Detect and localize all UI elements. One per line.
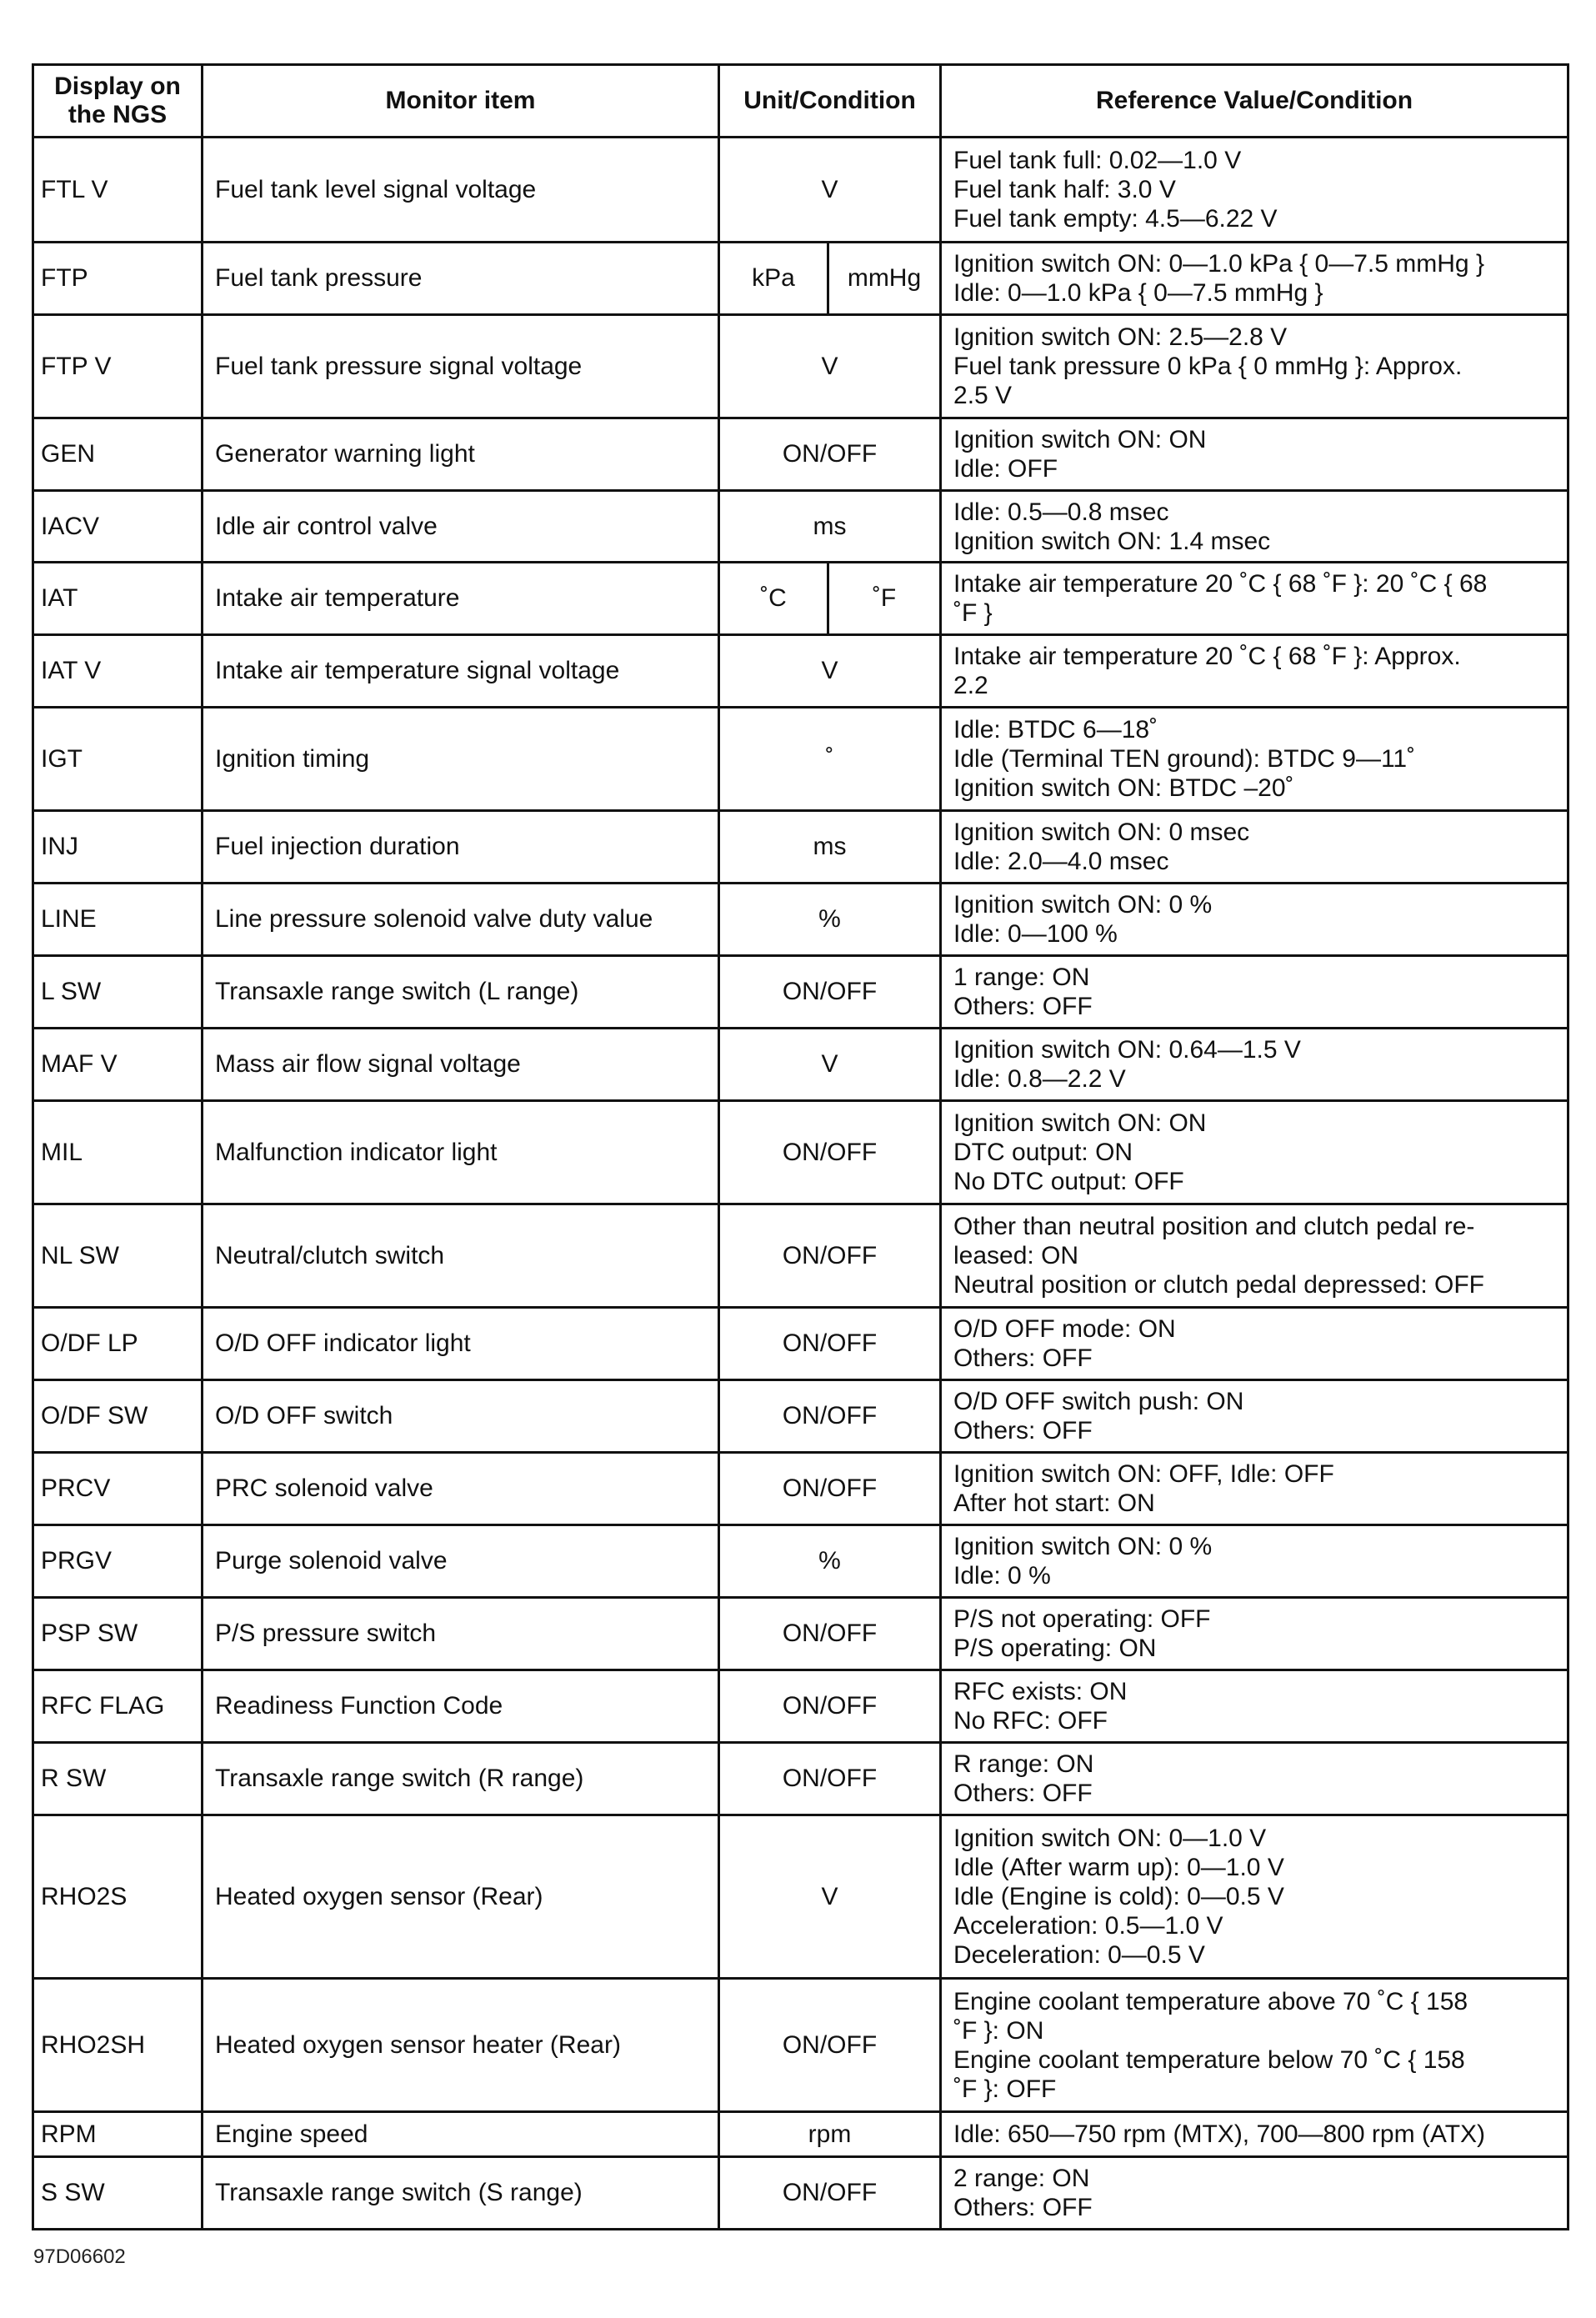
reference-line: Idle (Terminal TEN ground): BTDC 9—11˚ [953, 745, 1416, 773]
unit-condition-cell: rpm [719, 2112, 941, 2157]
reference-value-cell [941, 1204, 1568, 1308]
table-row [33, 1979, 1568, 2112]
reference-line: 2.5 V [953, 382, 1013, 409]
unit-secondary-cell: mmHg [828, 243, 941, 315]
reference-line: Intake air temperature 20 ˚C { 68 ˚F }: Approx. [953, 643, 1461, 670]
table-row [33, 2112, 1568, 2157]
reference-line: Idle: OFF [953, 455, 1058, 483]
unit-condition-cell: V [719, 1029, 941, 1101]
unit-condition-cell: % [719, 884, 941, 956]
unit-condition-cell: ON/OFF [719, 418, 941, 491]
monitor-item-cell: Fuel tank pressure signal voltage [203, 315, 719, 418]
reference-line: Others: OFF [953, 1417, 1093, 1444]
monitor-table-sheet [32, 63, 1567, 2230]
monitor-item-cell: Purge solenoid valve [203, 1525, 719, 1598]
reference-line: Fuel tank half: 3.0 V [953, 176, 1176, 203]
table-row [33, 708, 1568, 811]
reference-line: Idle: 0.5—0.8 msec [953, 498, 1169, 526]
table-row [33, 315, 1568, 418]
reference-line: Engine coolant temperature above 70 ˚C { 158 [953, 1987, 1468, 2015]
reference-line: Others: OFF [953, 1780, 1093, 1807]
reference-line: Ignition switch ON: 0 % [953, 1533, 1213, 1560]
reference-value-cell [941, 1670, 1568, 1743]
reference-line: 2.2 [953, 672, 988, 699]
unit-condition-cell: V [719, 138, 941, 243]
monitor-item-cell: Mass air flow signal voltage [203, 1029, 719, 1101]
monitor-item-cell: Neutral/clutch switch [203, 1204, 719, 1308]
ngs-display-cell: IAT [33, 563, 203, 635]
table-row [33, 1670, 1568, 1743]
unit-condition-cell: ON/OFF [719, 1743, 941, 1815]
reference-line: Fuel tank pressure 0 kPa { 0 mmHg }: Approx. [953, 353, 1463, 380]
ngs-display-cell: LINE [33, 884, 203, 956]
header-reference-value: Reference Value/Condition [941, 65, 1568, 138]
reference-line: Ignition switch ON: 1.4 msec [953, 527, 1271, 555]
header-monitor-item: Monitor item [203, 65, 719, 138]
header-row [33, 65, 1568, 138]
table-row [33, 1453, 1568, 1525]
reference-value-cell [941, 1815, 1568, 1979]
reference-line: Ignition switch ON: 0—1.0 V [953, 1825, 1267, 1852]
reference-line: 2 range: ON [953, 2165, 1090, 2192]
table-row [33, 1029, 1568, 1101]
reference-line: R range: ON [953, 1750, 1094, 1778]
reference-line: P/S not operating: OFF [953, 1605, 1211, 1633]
ngs-display-cell: FTL V [33, 138, 203, 243]
ngs-display-cell: RHO2S [33, 1815, 203, 1979]
header-display-on-ngs: Display on the NGS [33, 65, 203, 138]
reference-value-cell [941, 2157, 1568, 2230]
table-row [33, 138, 1568, 243]
reference-line: Idle: 0—1.0 kPa { 0—7.5 mmHg } [953, 279, 1323, 307]
reference-value-cell [941, 315, 1568, 418]
reference-line: Ignition switch ON: ON [953, 426, 1207, 453]
ngs-display-cell: FTP [33, 243, 203, 315]
monitor-item-cell: Intake air temperature signal voltage [203, 635, 719, 708]
reference-line: Idle: 0 % [953, 1562, 1051, 1590]
unit-condition-cell: V [719, 315, 941, 418]
reference-value-cell [941, 1101, 1568, 1204]
unit-condition-cell: ON/OFF [719, 1380, 941, 1453]
reference-value-cell [941, 1453, 1568, 1525]
reference-line: Idle: BTDC 6—18˚ [953, 716, 1158, 743]
unit-condition-cell: ON/OFF [719, 1979, 941, 2112]
unit-condition-cell: ON/OFF [719, 1453, 941, 1525]
reference-value-cell [941, 138, 1568, 243]
unit-secondary-cell: ˚F [828, 563, 941, 635]
reference-line: Ignition switch ON: BTDC –20˚ [953, 774, 1294, 802]
monitor-item-cell: Fuel injection duration [203, 811, 719, 884]
reference-line: Fuel tank empty: 4.5—6.22 V [953, 205, 1278, 233]
table-row [33, 635, 1568, 708]
reference-line: P/S operating: ON [953, 1635, 1157, 1662]
table-body [33, 138, 1568, 2230]
reference-line: RFC exists: ON [953, 1678, 1128, 1705]
monitor-item-cell: Transaxle range switch (R range) [203, 1743, 719, 1815]
reference-line: ˚F } [953, 599, 993, 627]
ngs-display-cell: RFC FLAG [33, 1670, 203, 1743]
ngs-display-cell: NL SW [33, 1204, 203, 1308]
monitor-item-cell: Heated oxygen sensor (Rear) [203, 1815, 719, 1979]
reference-value-cell [941, 2112, 1568, 2157]
monitor-item-cell: Generator warning light [203, 418, 719, 491]
reference-value-cell [941, 811, 1568, 884]
unit-primary-cell: kPa [719, 243, 828, 315]
table-row [33, 1815, 1568, 1979]
table-row [33, 2157, 1568, 2230]
ngs-display-cell: INJ [33, 811, 203, 884]
unit-condition-cell: ON/OFF [719, 956, 941, 1029]
ngs-display-cell: PSP SW [33, 1598, 203, 1670]
reference-value-cell [941, 243, 1568, 315]
table-row [33, 1308, 1568, 1380]
monitor-item-cell: P/S pressure switch [203, 1598, 719, 1670]
table-row [33, 243, 1568, 315]
reference-line: 1 range: ON [953, 964, 1090, 991]
table-row [33, 1204, 1568, 1308]
reference-line: No RFC: OFF [953, 1707, 1108, 1735]
monitor-item-cell: Ignition timing [203, 708, 719, 811]
reference-line: Idle: 650—750 rpm (MTX), 700—800 rpm (ATX) [953, 2120, 1486, 2148]
ngs-display-cell: PRCV [33, 1453, 203, 1525]
reference-line: Others: OFF [953, 993, 1093, 1020]
unit-condition-cell: ON/OFF [719, 1598, 941, 1670]
reference-value-cell [941, 1979, 1568, 2112]
reference-line: Idle: 0—100 % [953, 920, 1118, 948]
unit-condition-cell: % [719, 1525, 941, 1598]
reference-line: O/D OFF switch push: ON [953, 1388, 1244, 1415]
reference-line: ˚F }: OFF [953, 2075, 1057, 2103]
table-row [33, 491, 1568, 563]
monitor-item-cell: O/D OFF switch [203, 1380, 719, 1453]
table-row [33, 1598, 1568, 1670]
reference-line: Deceleration: 0—0.5 V [953, 1941, 1205, 1969]
reference-line: Other than neutral position and clutch pedal re- [953, 1213, 1475, 1240]
table-row [33, 1380, 1568, 1453]
monitor-item-cell: O/D OFF indicator light [203, 1308, 719, 1380]
ngs-display-cell: L SW [33, 956, 203, 1029]
unit-primary-cell: ˚C [719, 563, 828, 635]
ngs-display-cell: IACV [33, 491, 203, 563]
table-row [33, 418, 1568, 491]
reference-line: Idle (Engine is cold): 0—0.5 V [953, 1883, 1284, 1910]
reference-line: Ignition switch ON: 0 msec [953, 819, 1250, 846]
ngs-display-cell: S SW [33, 2157, 203, 2230]
unit-condition-cell: V [719, 635, 941, 708]
reference-line: No DTC output: OFF [953, 1168, 1184, 1195]
reference-line: Ignition switch ON: 0 % [953, 891, 1213, 919]
reference-line: Acceleration: 0.5—1.0 V [953, 1912, 1223, 1940]
ngs-display-cell: RPM [33, 2112, 203, 2157]
unit-condition-cell: ms [719, 491, 941, 563]
unit-condition-cell: ˚ [719, 708, 941, 811]
reference-line: Idle: 2.0—4.0 msec [953, 848, 1169, 875]
monitor-item-cell: Line pressure solenoid valve duty value [203, 884, 719, 956]
monitor-item-cell: PRC solenoid valve [203, 1453, 719, 1525]
monitor-item-cell: Engine speed [203, 2112, 719, 2157]
unit-condition-cell: ON/OFF [719, 1308, 941, 1380]
table-row [33, 1743, 1568, 1815]
monitor-item-cell: Fuel tank pressure [203, 243, 719, 315]
reference-line: Neutral position or clutch pedal depressed: OFF [953, 1271, 1485, 1299]
monitor-item-cell: Transaxle range switch (S range) [203, 2157, 719, 2230]
reference-line: Ignition switch ON: ON [953, 1109, 1207, 1137]
ngs-display-cell: MAF V [33, 1029, 203, 1101]
ngs-display-cell: PRGV [33, 1525, 203, 1598]
table-row [33, 811, 1568, 884]
reference-value-cell [941, 563, 1568, 635]
reference-line: ˚F }: ON [953, 2016, 1044, 2045]
ngs-display-cell: FTP V [33, 315, 203, 418]
header-unit-condition: Unit/Condition [719, 65, 941, 138]
reference-line: O/D OFF mode: ON [953, 1315, 1176, 1343]
reference-line: DTC output: ON [953, 1139, 1133, 1166]
pid-monitor-table [32, 63, 1569, 2230]
ngs-display-cell: GEN [33, 418, 203, 491]
ngs-display-cell: O/DF LP [33, 1308, 203, 1380]
reference-value-cell [941, 1029, 1568, 1101]
reference-line: leased: ON [953, 1242, 1079, 1269]
table-row [33, 884, 1568, 956]
reference-line: Ignition switch ON: 0.64—1.5 V [953, 1036, 1301, 1064]
reference-line: Ignition switch ON: 0—1.0 kPa { 0—7.5 mmHg } [953, 250, 1484, 278]
ngs-display-cell: MIL [33, 1101, 203, 1204]
monitor-item-cell: Fuel tank level signal voltage [203, 138, 719, 243]
ngs-display-cell: IGT [33, 708, 203, 811]
reference-value-cell [941, 1380, 1568, 1453]
reference-value-cell [941, 708, 1568, 811]
unit-condition-cell: ON/OFF [719, 1204, 941, 1308]
reference-line: Fuel tank full: 0.02—1.0 V [953, 147, 1242, 174]
figure-code: 97D06602 [33, 2245, 126, 2268]
reference-line: Intake air temperature 20 ˚C { 68 ˚F }: 20 ˚C { 68 [953, 570, 1488, 598]
table-row [33, 956, 1568, 1029]
unit-condition-cell: ms [719, 811, 941, 884]
reference-value-cell [941, 884, 1568, 956]
table-row [33, 563, 1568, 635]
monitor-item-cell: Intake air temperature [203, 563, 719, 635]
reference-line: Idle: 0.8—2.2 V [953, 1065, 1126, 1093]
reference-value-cell [941, 635, 1568, 708]
reference-line: Others: OFF [953, 1344, 1093, 1372]
reference-line: Idle (After warm up): 0—1.0 V [953, 1854, 1284, 1881]
ngs-display-cell: IAT V [33, 635, 203, 708]
monitor-item-cell: Readiness Function Code [203, 1670, 719, 1743]
monitor-item-cell: Heated oxygen sensor heater (Rear) [203, 1979, 719, 2112]
unit-condition-cell: ON/OFF [719, 2157, 941, 2230]
table-row [33, 1525, 1568, 1598]
reference-value-cell [941, 418, 1568, 491]
reference-value-cell [941, 1308, 1568, 1380]
ngs-display-cell: O/DF SW [33, 1380, 203, 1453]
reference-line: Others: OFF [953, 2194, 1093, 2221]
monitor-item-cell: Transaxle range switch (L range) [203, 956, 719, 1029]
reference-line: Engine coolant temperature below 70 ˚C { 158 [953, 2045, 1465, 2074]
reference-line: Ignition switch ON: OFF, Idle: OFF [953, 1460, 1334, 1488]
unit-condition-cell: ON/OFF [719, 1670, 941, 1743]
reference-line: After hot start: ON [953, 1489, 1155, 1517]
unit-condition-cell: ON/OFF [719, 1101, 941, 1204]
ngs-display-cell: RHO2SH [33, 1979, 203, 2112]
reference-line: Ignition switch ON: 2.5—2.8 V [953, 323, 1288, 351]
table-row [33, 1101, 1568, 1204]
reference-value-cell [941, 956, 1568, 1029]
monitor-item-cell: Idle air control valve [203, 491, 719, 563]
ngs-display-cell: R SW [33, 1743, 203, 1815]
reference-value-cell [941, 491, 1568, 563]
monitor-item-cell: Malfunction indicator light [203, 1101, 719, 1204]
unit-condition-cell: V [719, 1815, 941, 1979]
reference-value-cell [941, 1743, 1568, 1815]
reference-value-cell [941, 1598, 1568, 1670]
reference-value-cell [941, 1525, 1568, 1598]
